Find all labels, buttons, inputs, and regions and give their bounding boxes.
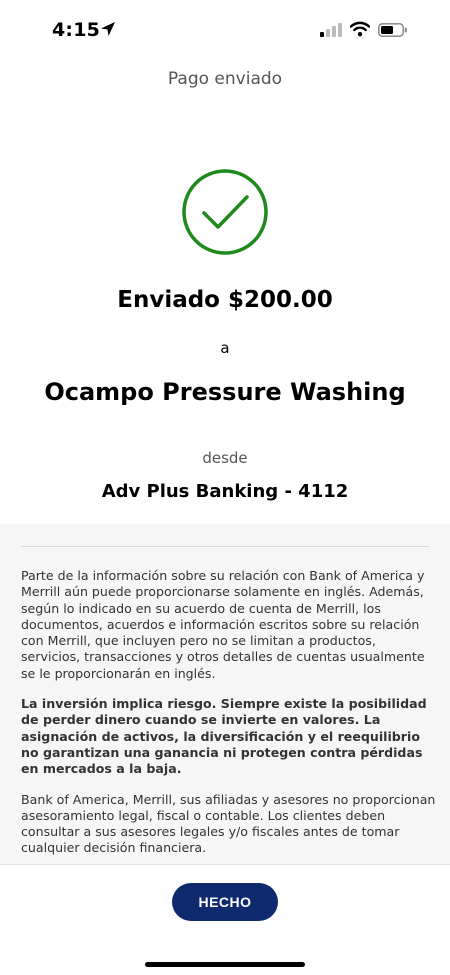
- status-bar: [0, 0, 450, 60]
- status-time: 4:15: [52, 19, 101, 41]
- disclosure-panel[interactable]: [0, 524, 450, 865]
- recipient-name: Ocampo Pressure Washing: [44, 378, 406, 406]
- to-label: a: [220, 339, 230, 357]
- disclosure-paragraph: Parte de la información sobre su relación con Bank of America y Merrill aún puede proporcionarse solamente en inglés. Además, según lo indicado en su acuerdo de cuenta de Merrill, los documentos, acuerdos e información escritos sobre su relación con Merrill, que incluyen pero no se limitan a productos, servicios, transacciones y otros detalles de cuentas usualmente se le proporcionarán en inglés.: [21, 568, 425, 681]
- disclosure-text: [21, 568, 436, 865]
- check-circle-icon: [181, 168, 269, 260]
- page-title: Pago enviado: [167, 69, 283, 89]
- from-label: desde: [202, 449, 248, 467]
- footer: [0, 864, 450, 975]
- location-arrow-icon: [100, 21, 116, 41]
- signal-icon: [320, 22, 342, 41]
- disclosure-paragraph-risk: La inversión implica riesgo. Siempre existe la posibilidad de perder dinero cuando se invierte en valores. La asignación de activos, la diversificación y el reequilibrio no garantizan una ganancia ni protegen contra pérdidas en mercados a la baja.: [21, 696, 427, 777]
- from-account: Adv Plus Banking - 4112: [101, 481, 349, 502]
- done-button[interactable]: HECHO: [172, 883, 278, 921]
- battery-icon: [378, 22, 408, 41]
- wifi-icon: [350, 21, 370, 41]
- disclosure-paragraph: Bank of America, Merrill, sus afiliadas y asesores no proporcionan asesoramiento legal, fiscal o contable. Los clientes deben consultar a sus asesores legales y/o fiscales antes de tomar cualquier decisión financiera.: [21, 791, 436, 856]
- divider: [21, 546, 429, 547]
- sent-amount: Enviado $200.00: [117, 287, 333, 313]
- home-indicator[interactable]: [145, 962, 305, 967]
